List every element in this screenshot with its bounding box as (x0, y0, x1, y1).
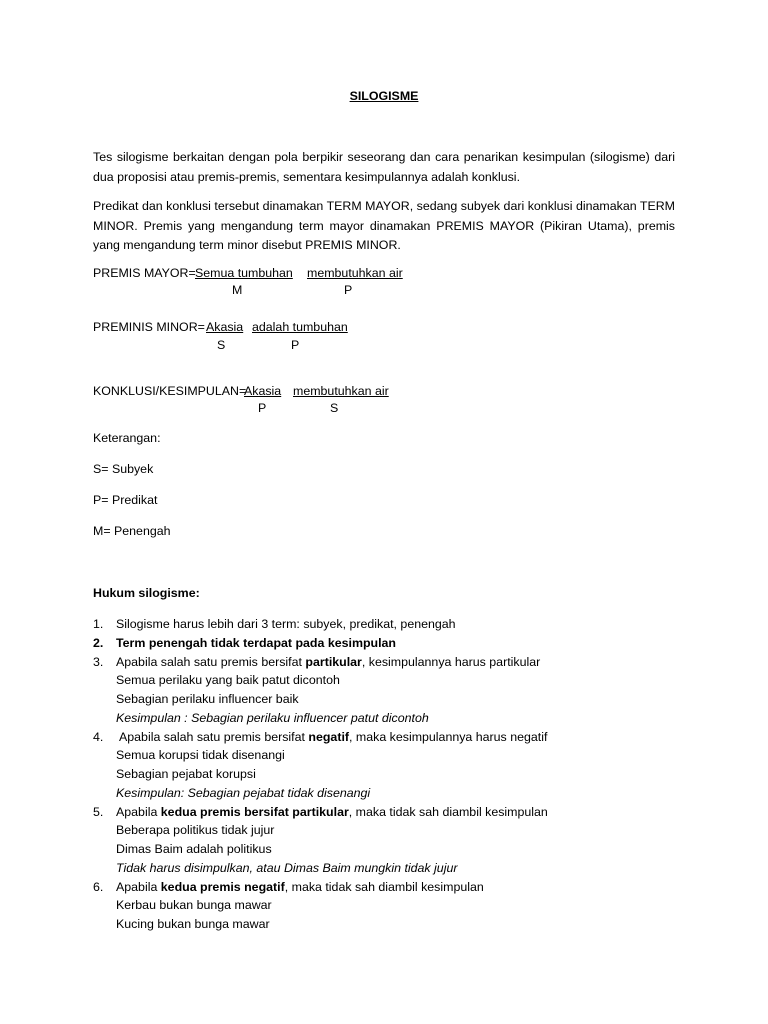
list-item-text: Apabila (116, 880, 161, 894)
list-item (116, 880, 484, 894)
list-number: 1. (93, 617, 104, 631)
keterangan-item-m: M= Penengah (93, 524, 171, 538)
premis-mayor-mark-2: P (344, 283, 353, 297)
list-item: Term penengah tidak terdapat pada kesimpulan (116, 636, 397, 650)
example-line: Kucing bukan bunga mawar (116, 917, 270, 931)
list-item-text: , maka kesimpulannya harus negatif (349, 730, 548, 744)
example-conclusion: Tidak harus disimpulkan, atau Dimas Baim mungkin tidak jujur (116, 861, 458, 875)
list-item-text: Apabila (116, 805, 161, 819)
example-line: Kerbau bukan bunga mawar (116, 898, 272, 912)
paragraph-term-definition: Predikat dan konklusi tersebut dinamakan TERM MAYOR, sedang subyek dari konklusi dinamakan TERM MINOR. Premis yang mengandung term mayor dinamakan PREMIS MAYOR (Pikiran Utama), premis yang mengandung term minor disebut PREMIS MINOR. (93, 199, 675, 252)
keterangan-item-p: P= Predikat (93, 493, 158, 507)
hukum-heading: Hukum silogisme: (93, 586, 200, 600)
premis-minor-mark-2: P (291, 338, 300, 352)
list-number: 6. (93, 880, 104, 894)
list-item-text: , maka tidak sah diambil kesimpulan (284, 880, 484, 894)
list-item (119, 730, 547, 744)
example-line: Dimas Baim adalah politikus (116, 842, 272, 856)
konklusi-label: KONKLUSI/KESIMPULAN= (93, 384, 247, 398)
list-item-bold-text: negatif (308, 730, 350, 744)
premis-mayor-term-1: Semua tumbuhan (195, 266, 293, 280)
list-item (116, 805, 548, 819)
list-item-bold-text: kedua premis negatif (160, 880, 285, 894)
konklusi-term-2: membutuhkan air (293, 384, 389, 398)
list-item-text: , kesimpulannya harus partikular (361, 655, 541, 669)
premis-minor-term-1: Akasia (206, 320, 244, 334)
list-item-text: Apabila salah satu premis bersifat (116, 655, 306, 669)
example-line: Semua perilaku yang baik patut dicontoh (116, 673, 340, 687)
premis-minor-mark-1: S (217, 338, 226, 352)
keterangan-heading: Keterangan: (93, 431, 161, 445)
konklusi-mark-1: P (258, 401, 267, 415)
list-item-text: , maka tidak sah diambil kesimpulan (348, 805, 548, 819)
list-number: 2. (93, 636, 104, 650)
paragraph-intro: Tes silogisme berkaitan dengan pola berpikir seseorang dan cara penarikan kesimpulan (silogisme) dari dua proposisi atau premis-premis, sementara kesimpulannya adalah konklusi. (93, 150, 675, 184)
example-line: Sebagian perilaku influencer baik (116, 692, 299, 706)
example-conclusion: Kesimpulan: Sebagian pejabat tidak disenangi (116, 786, 371, 800)
list-number: 3. (93, 655, 104, 669)
list-number: 5. (93, 805, 104, 819)
premis-minor-label: PREMINIS MINOR= (93, 320, 205, 334)
list-item (116, 655, 540, 669)
example-line: Beberapa politikus tidak jujur (116, 823, 275, 837)
list-item-bold-text: partikular (305, 655, 362, 669)
premis-minor-term-2: adalah tumbuhan (252, 320, 348, 334)
konklusi-mark-2: S (330, 401, 339, 415)
example-conclusion: Kesimpulan : Sebagian perilaku influencer patut dicontoh (116, 711, 429, 725)
list-item-text: Apabila salah satu premis bersifat (119, 730, 309, 744)
example-line: Semua korupsi tidak disenangi (116, 748, 285, 762)
premis-mayor-mark-1: M (232, 283, 243, 297)
premis-mayor-label: PREMIS MAYOR= (93, 266, 196, 280)
list-item: Silogisme harus lebih dari 3 term: subyek, predikat, penengah (116, 617, 456, 631)
keterangan-item-s: S= Subyek (93, 462, 154, 476)
page-title: SILOGISME (349, 89, 419, 103)
list-number: 4. (93, 730, 104, 744)
premis-mayor-term-2: membutuhkan air (307, 266, 403, 280)
list-item-bold-text: kedua premis bersifat partikular (160, 805, 349, 819)
example-line: Sebagian pejabat korupsi (116, 767, 256, 781)
konklusi-term-1: Akasia (244, 384, 282, 398)
